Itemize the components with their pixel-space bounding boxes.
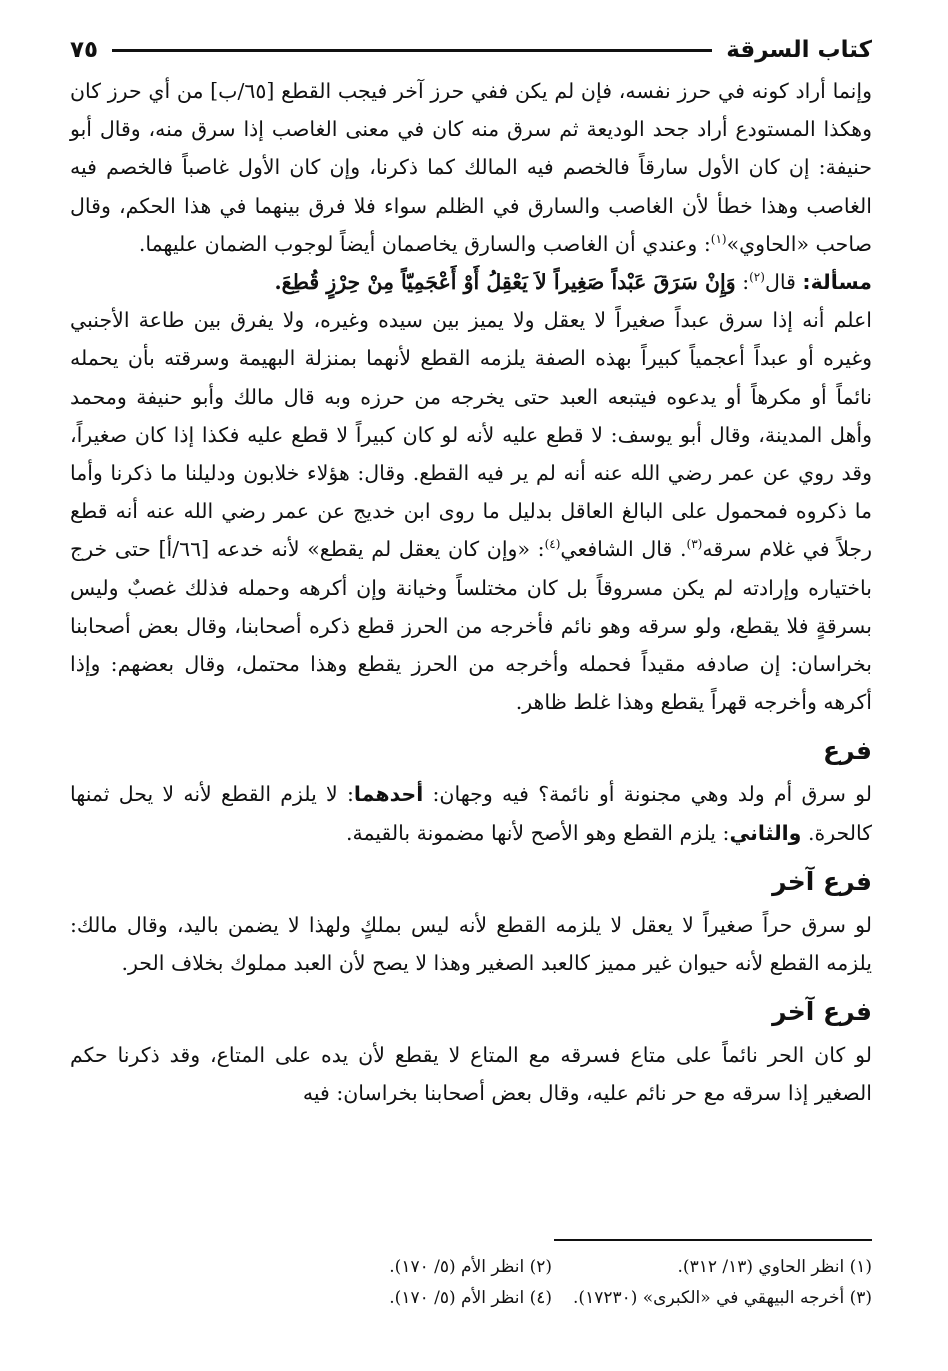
header-rule bbox=[112, 49, 712, 52]
masala-quote: وَإِنْ سَرَقَ عَبْداً صَغِيراً لاَ يَعْقِلُ أَوْ أَعْجَمِيّاً مِنْ حِرْزٍ قُطِعَ. bbox=[274, 270, 736, 295]
section-heading-far-akhar-1: فرع آخر bbox=[772, 866, 872, 896]
paragraph-2-text-c: : «وإن كان يعقل لم يقطع» لأنه خدعه [٦٦/أ] حتى خرج باختياره وإرادته لم يكن مسروقاً بل كان مختلساً وخيانة وإن أكرهه وحمله فذلك غصبٌ وليس بسرقةٍ فلا يقطع، ولو سرقه وهو نائم فأخرجه من الحرز قطع ذكره أصحابنا، وقال بعض أصحابنا بخراسان: إن صادفه مقيداً فحمله وأخرجه من الحرز يقطع وهذا محتمل، وقال بعضهم: وإذا أكرهه وأخرجه قهراً يقطع وهذا غلط ظاهر. bbox=[70, 537, 872, 715]
footnote-4: (٤) انظر الأم (٥/ ١٧٠). bbox=[389, 1288, 552, 1308]
paragraph-3-text-a: لو سرق أم ولد وهي مجنونة أو نائمة؟ فيه وجهان: bbox=[423, 782, 872, 807]
paragraph-4: لو سرق حراً صغيراً لا يعقل لا يلزمه القطع لأنه ليس بملكٍ ولهذا لا يضمن باليد، وقال مالك: يلزمه القطع لأنه حيوان غير مميز كالعبد الصغير وهذا لا يصح لأن العبد مملوك بخلاف الحر. bbox=[70, 912, 872, 976]
footnote-ref-3: (٣) bbox=[686, 537, 703, 552]
paragraph-1-text-a: وإنما أراد كونه في حرز نفسه، فإن لم يكن ففي حرز آخر فيجب القطع [٦٥/ب] من أي حرز كان وهكذا المستودع أراد جحد الوديعة ثم سرق منه كان في معنى الغاصب إذا سرق منه، وقال أبو حنيفة: إن كان الأول سارقاً فالخصم فيه المالك كما ذكرنا، وإن كان الأول غاصباً فالخصم فيه الغاصب وهذا خطأ لأن الغاصب والسارق في الظلم سواء فلا فرق بينهما في هذا الحكم، وقال صاحب «الحاوي» bbox=[70, 79, 872, 256]
first-opinion-label: أحدهما bbox=[353, 782, 424, 807]
masala-label: مسألة: bbox=[802, 270, 872, 295]
paragraph-2-text-b: . قال الشافعي bbox=[560, 537, 687, 562]
paragraph-1 bbox=[70, 72, 872, 263]
paragraph-1-text-b: : وعندي أن الغاصب والسارق يخاصمان أيضاً لوجوب الضمان عليهما. bbox=[138, 231, 711, 256]
chapter-title: كتاب السرقة bbox=[726, 37, 872, 63]
paragraph-5: لو كان الحر نائماً على متاع فسرقه مع المتاع لا يقطع لأن يده على المتاع، وقد ذكرنا حكم الصغير إذا سرقه مع حر نائم عليه، وقال بعض أصحابنا بخراسان: فيه bbox=[70, 1043, 872, 1106]
paragraph-3 bbox=[70, 775, 872, 851]
footnote-ref-4: (٤) bbox=[544, 537, 561, 552]
masala-said: قال bbox=[764, 270, 796, 295]
footnote-ref-1: (١) bbox=[710, 231, 727, 246]
footnote-ref-2: (٢) bbox=[749, 270, 765, 285]
running-header bbox=[70, 28, 872, 72]
masala-line bbox=[70, 263, 872, 301]
paragraph-2 bbox=[70, 301, 872, 721]
page-number: ٧٥ bbox=[70, 37, 99, 63]
footnote-row bbox=[200, 1283, 872, 1314]
section-heading-far: فرع bbox=[823, 736, 872, 766]
paragraph-3-text-c: : يلزم القطع وهو الأصح لأنها مضمونة بالقيمة. bbox=[345, 820, 730, 845]
second-opinion-label: والثاني bbox=[729, 820, 802, 845]
footnote-2: (٢) انظر الأم (٥/ ١٧٠). bbox=[389, 1257, 552, 1277]
footnote-rule bbox=[554, 1239, 872, 1241]
footnotes bbox=[200, 1252, 872, 1314]
masala-colon: : bbox=[742, 270, 750, 295]
footnote-3: (٣) أخرجه البيهقي في «الكبرى» (١٧٢٣٠). bbox=[573, 1288, 872, 1308]
body-text bbox=[70, 72, 872, 1113]
section-heading-far-akhar-2: فرع آخر bbox=[772, 997, 872, 1027]
paragraph-2-text-a: اعلم أنه إذا سرق عبداً صغيراً لا يعقل ولا يميز بين سيده وغيره، ولا يفرق بين طاعة الأجنبي وغيره أو عبداً أعجمياً كبيراً بهذه الصفة يلزمه القطع لأنهما بمنزلة البهيمة وسرقته بأن يحمله نائماً أو مكرهاً أو يدعوه فيتبعه العبد حتى يخرجه من حرزه وبه قال مالك وأبو حنيفة ومحمد وأهل المدينة، وقال أبو يوسف: لا قطع عليه لأنه لو كان كبيراً لا قطع عليه فكذا إذا كان صغيراً، وقد روي عن عمر رضي الله عنه أنه لم ير فيه القطع. وقال: هؤلاء خلابون ودليلنا ما ذكرنا وأما ما ذكروه فمحمول على البالغ العاقل بدليل ما روى ابن خديج عن عمر رضي الله عنه أنه قطع رجلاً في غلام سرقه bbox=[70, 308, 872, 562]
paragraph-3-text-b: : لا يلزم القطع لأنه لا يحل ثمنها كالحرة. bbox=[70, 782, 872, 845]
footnote-1: (١) انظر الحاوي (١٣/ ٣١٢). bbox=[677, 1257, 872, 1277]
footnote-row bbox=[200, 1252, 872, 1283]
